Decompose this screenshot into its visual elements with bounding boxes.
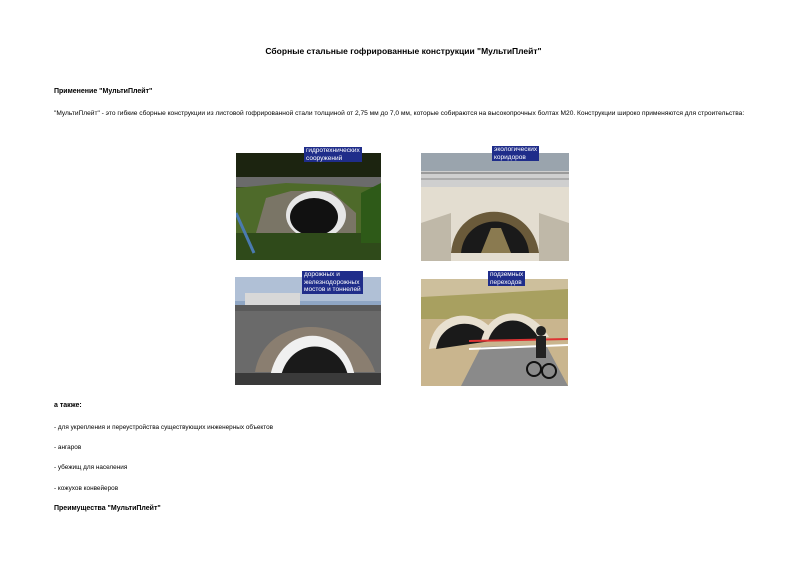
application-heading: Применение "МультиПлейт" <box>54 88 153 95</box>
culvert-photo-icon <box>236 153 381 260</box>
also-item-3: - убежищ для населения <box>54 464 128 471</box>
also-item-2: - ангаров <box>54 444 82 451</box>
eco-corridor-photo-icon <box>421 153 569 261</box>
photo-hydro <box>236 153 381 260</box>
also-heading: а также: <box>54 402 82 409</box>
photo-underpass <box>421 279 568 386</box>
underpass-photo-icon <box>421 279 568 386</box>
intro-paragraph: "МультиПлейт" - это гибкие сборные конструкции из листовой гофрированной стали толщиной от 2,75 мм до 7,0 мм, которые собираются на высокопрочных болтах М20. Конструкции широко применяются для строительства: <box>54 110 745 117</box>
document-title: Сборные стальные гофрированные конструкции "МультиПлейт" <box>265 46 542 56</box>
also-item-1: - для укрепления и переустройства существующих инженерных объектов <box>54 424 274 431</box>
caption-eco: экологических коридоров <box>494 146 538 161</box>
photo-eco <box>421 153 569 261</box>
caption-hydro: гидротехнических сооружений <box>306 147 360 162</box>
caption-underpass: подземных переходов <box>490 271 524 286</box>
advantages-heading: Преимущества "МультиПлейт" <box>54 505 161 512</box>
caption-bridges: дорожных и железнодорожных мостов и тоннелей <box>304 271 361 293</box>
also-item-4: - кожухов конвейеров <box>54 485 119 492</box>
